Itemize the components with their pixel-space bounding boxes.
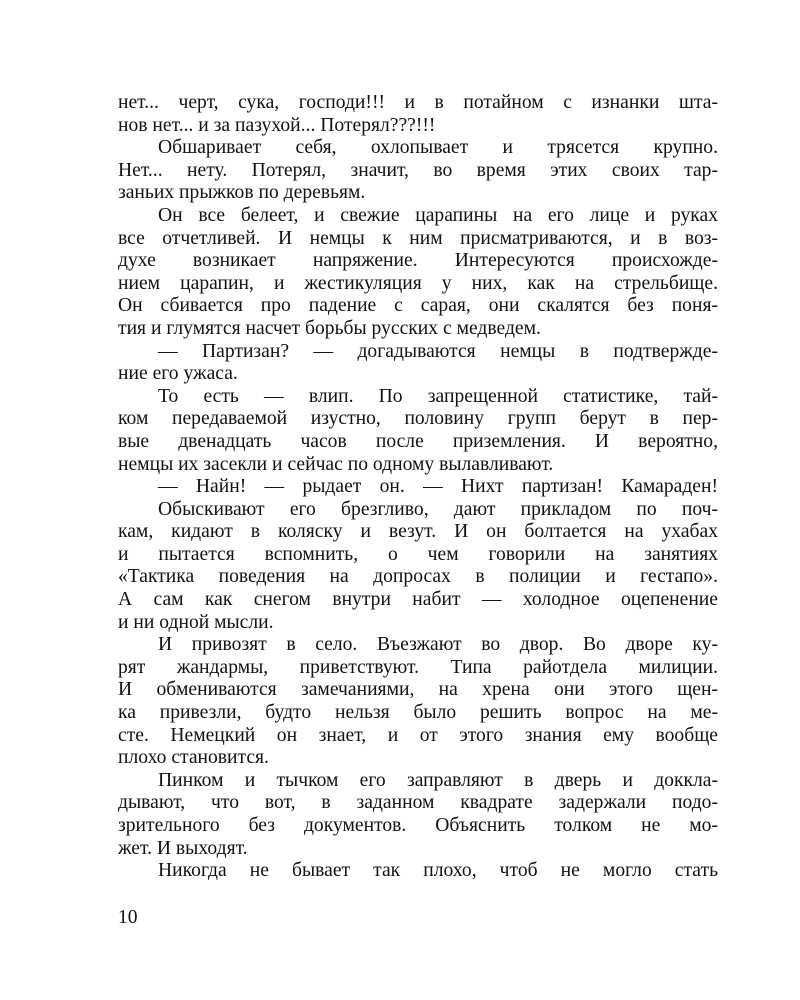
text-line: жет. И выходят. [118,837,248,859]
text-line: зрительного без документов. Объяснить толком не мо- [118,815,718,836]
text-line: То есть — влип. По запрещенной статистике, тай- [158,385,718,407]
text-line: И обмениваются замечаниями, на хрена они этого щен- [118,679,718,701]
text-line: ние его ужаса. [118,363,238,385]
text-line: рят жандармы, приветствуют. Типа райотдела милиции. [118,656,718,678]
text-line: ком передаваемой изустно, половину групп берут в пер- [118,408,718,430]
text-line: Пинком и тычком его заправляют в дверь и доккла- [158,769,718,791]
page-number: 10 [118,907,138,928]
text-line: ка привезли, будто нельзя было решить вопрос на ме- [118,702,718,724]
document-page-body [118,92,718,883]
text-line: Нет... нету. Потерял, значит, во время этих своих тар- [118,159,718,181]
text-line: плохо становится. [118,747,269,769]
text-line: заньих прыжков по деревьям. [118,182,366,204]
text-line: — Партизан? — догадываются немцы в подтвержде- [158,340,718,362]
text-line: сте. Немецкий он знает, и от этого знания ему вообще [118,724,718,746]
text-line: нов нет... и за пазухой... Потерял???!!! [118,114,436,136]
text-line: и пытается вспомнить, о чем говорили на занятиях [118,543,718,565]
text-line: все отчетливей. И немцы к ним присматриваются, и в воз- [118,227,718,249]
text-line: и ни одной мысли. [118,611,274,633]
text-line: дывают, что вот, в заданном квадрате задержали подо- [118,792,718,814]
text-line: Он все белеет, и свежие царапины на его лице и руках [158,204,718,226]
text-line: Обыскивают его брезгливо, дают прикладом по поч- [158,498,718,520]
text-line: И привозят в село. Въезжают во двор. Во дворе ку- [158,634,718,656]
text-line: Никогда не бывает так плохо, чтоб не могло стать [158,860,718,882]
text-line: нием царапин, и жестикуляция у них, как на стрельбище. [118,272,718,294]
text-line: Он сбивается про падение с сарая, они скалятся без поня- [118,295,718,317]
text-line: А сам как снегом внутри набит — холодное оцепенение [118,589,718,611]
text-line: кам, кидают в коляску и везут. И он болтается на ухабах [118,521,718,543]
text-line: Обшаривает себя, охлопывает и трясется крупно. [158,137,718,159]
text-line: вые двенадцать часов после приземления. И вероятно, [118,430,718,452]
text-line: «Тактика поведения на допросах в полиции и гестапо». [118,566,718,588]
text-line: — Найн! — рыдает он. — Нихт партизан! Камараден! [158,476,718,498]
text-line: немцы их засекли и сейчас по одному вылавливают. [118,453,554,475]
text-line: духе возникает напряжение. Интересуются происхожде- [118,250,718,272]
text-line: тия и глумятся насчет борьбы русских с медведем. [118,317,541,339]
text-line: нет... черт, сука, господи!!! и в потайном с изнанки шта- [118,92,718,113]
